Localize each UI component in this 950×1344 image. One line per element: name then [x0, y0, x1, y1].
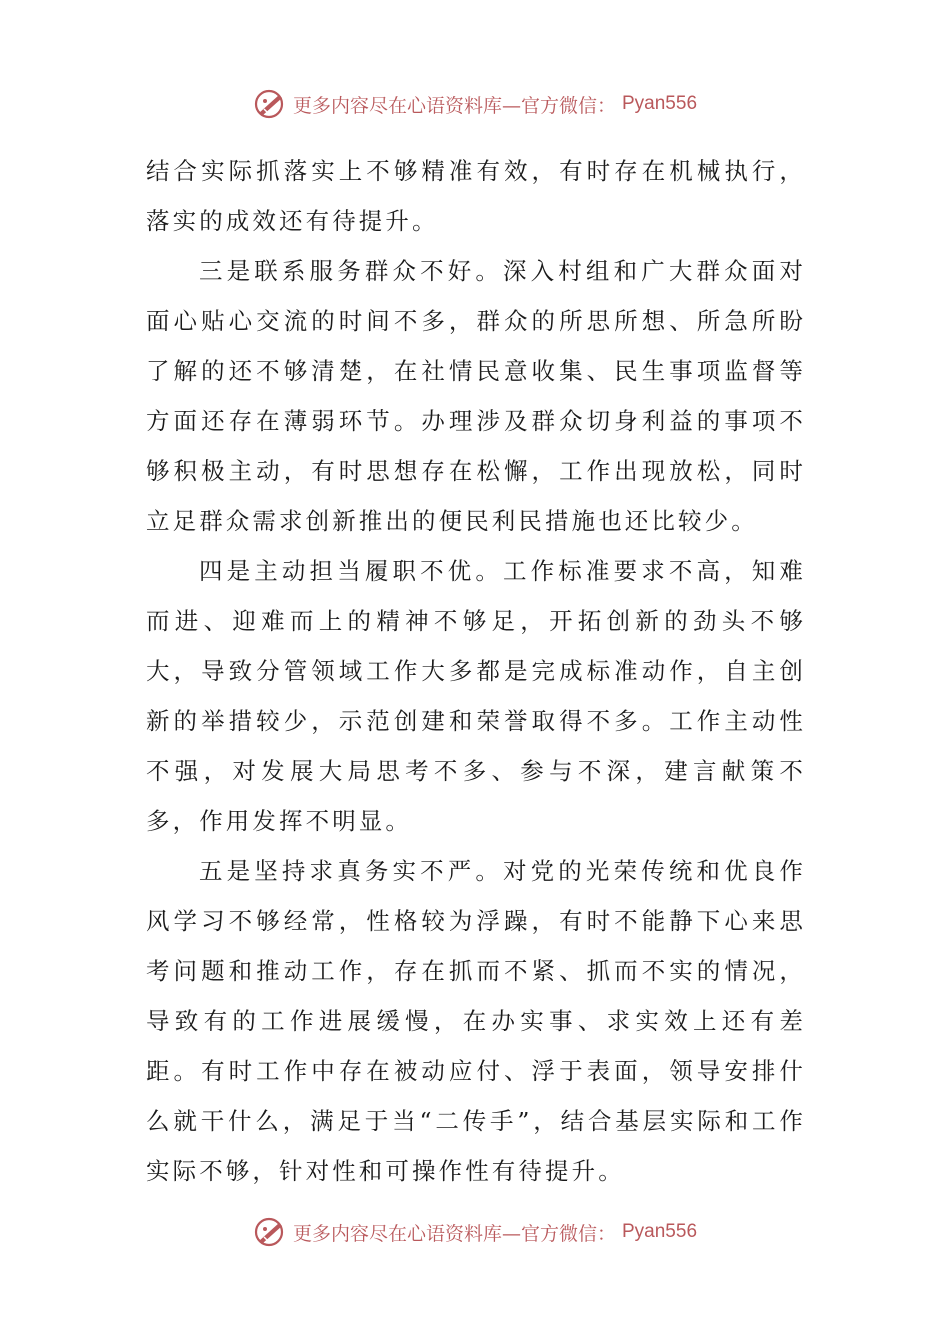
pen-logo-icon: [253, 1215, 287, 1249]
paragraph-point-four: 四是主动担当履职不优。工作标准要求不高，知难而进、迎难而上的精神不够足，开拓创新的劲头不够大，导致分管领域工作大多都是完成标准动作，自主创新的举措较少，示范创建和荣誉取得不多。工作主动性不强，对发展大局思考不多、参与不深，建言献策不多，作用发挥不明显。: [146, 557, 806, 835]
banner-text: 更多内容尽在心语资料库—官方微信：: [292, 94, 616, 117]
paragraph-point-three: 三是联系服务群众不好。深入村组和广大群众面对面心贴心交流的时间不多，群众的所思所想、所急所盼了解的还不够清楚，在社情民意收集、民生事项监督等方面还存在薄弱环节。办理涉及群众切身利益的事项不够积极主动，有时思想存在松懈，工作出现放松，同时立足群众需求创新推出的便民利民措施也还比较少。: [146, 257, 806, 535]
banner-wechat-id: Pyan556: [622, 1221, 698, 1242]
paragraph-point-five: 五是坚持求真务实不严。对党的光荣传统和优良作风学习不够经常，性格较为浮躁，有时不能静下心来思考问题和推动工作，存在抓而不紧、抓而不实的情况，导致有的工作进展缓慢，在办实事、求实效上还有差距。有时工作中存在被动应付、浮于表面，领导安排什么就干什么，满足于当“二传手”，结合基层实际和工作实际不够，针对性和可操作性有待提升。: [146, 857, 806, 1185]
document-body: [146, 146, 806, 1196]
banner-wechat-id: Pyan556: [622, 93, 698, 114]
footer-banner: [0, 1212, 950, 1252]
paragraph-continuation: 结合实际抓落实上不够精准有效，有时存在机械执行，落实的成效还有待提升。: [146, 157, 806, 235]
banner-text: 更多内容尽在心语资料库—官方微信：: [292, 1222, 616, 1245]
pen-logo-icon: [253, 87, 287, 121]
header-banner: [0, 84, 950, 124]
